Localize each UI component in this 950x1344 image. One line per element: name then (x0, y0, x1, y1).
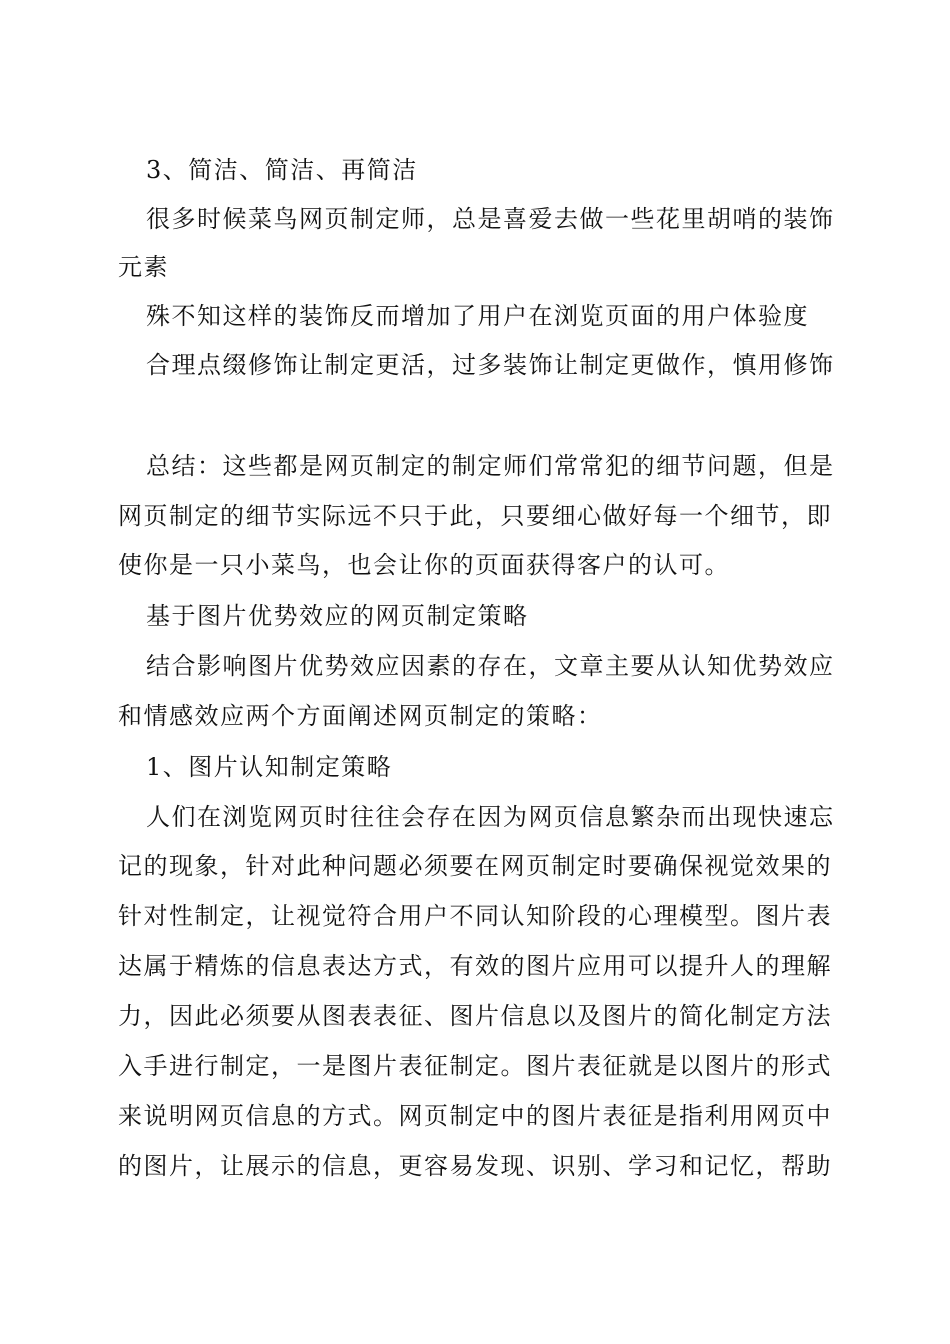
paragraph-line: 殊不知这样的装饰反而增加了用户在浏览页面的用户体验度 (146, 302, 809, 330)
paragraph-line: 人们在浏览网页时往往会存在因为网页信息繁杂而出现快速忘 (146, 803, 835, 831)
section-heading-simplicity: 3、简洁、简洁、再简洁 (146, 156, 418, 184)
paragraph-line: 合理点缀修饰让制定更活，过多装饰让制定更做作，慎用修饰 (146, 351, 835, 379)
summary-line: 网页制定的细节实际远不只于此，只要细心做好每一个细节，即 (118, 502, 832, 530)
section-heading-cognitive-strategy: 1、图片认知制定策略 (146, 753, 393, 781)
paragraph-line: 结合影响图片优势效应因素的存在，文章主要从认知优势效应 (146, 652, 835, 680)
summary-line: 总结：这些都是网页制定的制定师们常常犯的细节问题，但是 (146, 452, 835, 480)
paragraph-line: 元素 (118, 253, 169, 281)
section-heading-strategy: 基于图片优势效应的网页制定策略 (146, 602, 529, 630)
paragraph-line: 记的现象，针对此种问题必须要在网页制定时要确保视觉效果的 (118, 852, 832, 880)
paragraph-line: 来说明网页信息的方式。网页制定中的图片表征是指利用网页中 (118, 1102, 832, 1130)
paragraph-line: 很多时候菜鸟网页制定师，总是喜爱去做一些花里胡哨的装饰 (146, 205, 835, 233)
paragraph-line: 达属于精炼的信息表达方式，有效的图片应用可以提升人的理解 (118, 952, 832, 980)
paragraph-line: 力，因此必须要从图表表征、图片信息以及图片的简化制定方法 (118, 1002, 832, 1030)
paragraph-line: 针对性制定，让视觉符合用户不同认知阶段的心理模型。图片表 (118, 902, 832, 930)
summary-line: 使你是一只小菜鸟，也会让你的页面获得客户的认可。 (118, 551, 730, 579)
paragraph-line: 和情感效应两个方面阐述网页制定的策略： (118, 702, 603, 730)
paragraph-line: 的图片，让展示的信息，更容易发现、识别、学习和记忆，帮助 (118, 1152, 832, 1180)
paragraph-line: 入手进行制定，一是图片表征制定。图片表征就是以图片的形式 (118, 1052, 832, 1080)
